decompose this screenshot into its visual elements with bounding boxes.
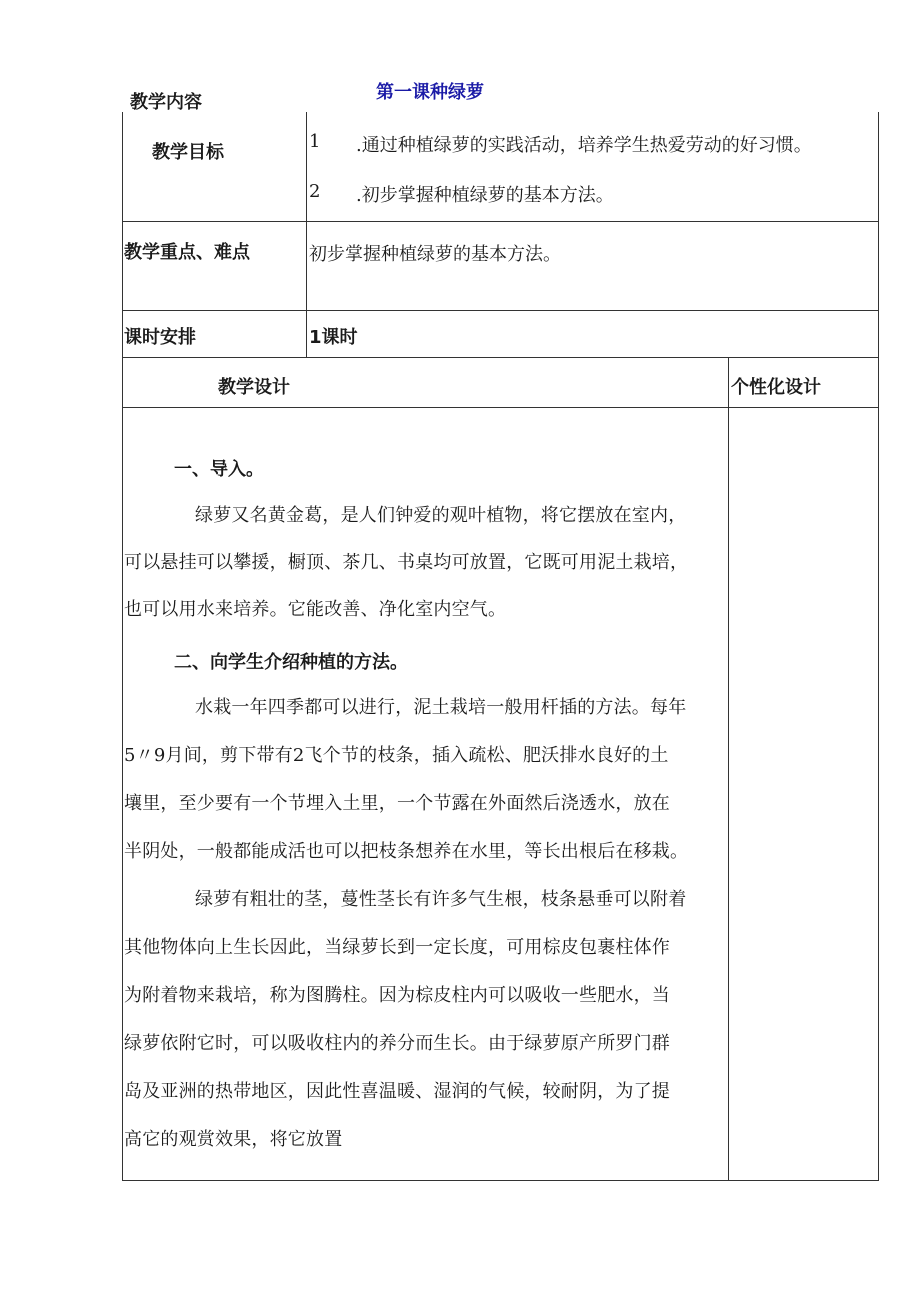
row-divider-schedule <box>122 357 879 358</box>
lesson-title: 第一课种绿萝 <box>376 82 484 103</box>
table-border-bottom <box>122 1180 879 1181</box>
key-points-label: 教学重点、难点 <box>124 242 250 263</box>
section-method-line-4: 半阴处，一般都能成活也可以把枝条想养在水里，等长出根后在移栽。 <box>124 841 689 862</box>
table-border-right <box>878 112 879 1181</box>
objectives-label: 教学目标 <box>152 142 224 163</box>
key-points-text: 初步掌握种植绿萝的基本方法。 <box>309 244 561 265</box>
objective-text-2: .初步掌握种植绿萝的基本方法。 <box>356 185 614 206</box>
row-divider-design-header <box>122 407 879 408</box>
row-divider-keypoints <box>122 310 879 311</box>
section-totem-line-1: 绿萝有粗壮的茎，蔓性茎长有许多气生根，枝条悬垂可以附着 <box>195 889 687 910</box>
section-intro-line-3: 也可以用水来培养。它能改善、净化室内空气。 <box>124 599 507 620</box>
objective-number-1: 1 <box>309 131 321 152</box>
section-method-line-1: 水栽一年四季都可以进行，泥土栽培一般用杆插的方法。每年 <box>195 697 687 718</box>
section-totem-line-3: 为附着物来栽培，称为图腾柱。因为棕皮柱内可以吸收一些肥水，当 <box>124 985 670 1006</box>
section-heading-method: 二、向学生介绍种植的方法。 <box>174 652 408 673</box>
content-label: 教学内容 <box>130 92 202 113</box>
design-header: 教学设计 <box>218 377 290 398</box>
label-column-divider <box>306 112 307 357</box>
schedule-value: 1课时 <box>309 327 358 348</box>
side-column-divider <box>728 357 729 1181</box>
objective-number-2: 2 <box>309 181 321 202</box>
section-intro-line-1: 绿萝又名黄金葛，是人们钟爱的观叶植物，将它摆放在室内， <box>195 505 687 526</box>
section-totem-line-6: 高它的观赏效果，将它放置 <box>124 1129 343 1150</box>
section-intro-line-2: 可以悬挂可以攀援，橱顶、茶几、书桌均可放置，它既可用泥土栽培， <box>124 552 689 573</box>
section-heading-intro: 一、导入。 <box>174 459 264 480</box>
section-totem-line-4: 绿萝依附它时，可以吸收柱内的养分而生长。由于绿萝原产所罗门群 <box>124 1033 670 1054</box>
section-totem-line-2: 其他物体向上生长因此，当绿萝长到一定长度，可用棕皮包裹柱体作 <box>124 937 670 958</box>
side-design-header: 个性化设计 <box>731 377 821 398</box>
section-method-line-3: 壤里，至少要有一个节埋入土里，一个节露在外面然后浇透水，放在 <box>124 793 670 814</box>
section-method-line-2: 5〃9月间，剪下带有2飞个节的枝条，插入疏松、肥沃排水良好的土 <box>124 745 669 766</box>
schedule-label: 课时安排 <box>124 327 196 348</box>
objective-text-1: .通过种植绿萝的实践活动，培养学生热爱劳动的好习惯。 <box>356 135 812 156</box>
table-border-left <box>122 112 123 1181</box>
row-divider-objectives <box>122 221 879 222</box>
section-totem-line-5: 岛及亚洲的热带地区，因此性喜温暖、湿润的气候，较耐阴，为了提 <box>124 1081 670 1102</box>
